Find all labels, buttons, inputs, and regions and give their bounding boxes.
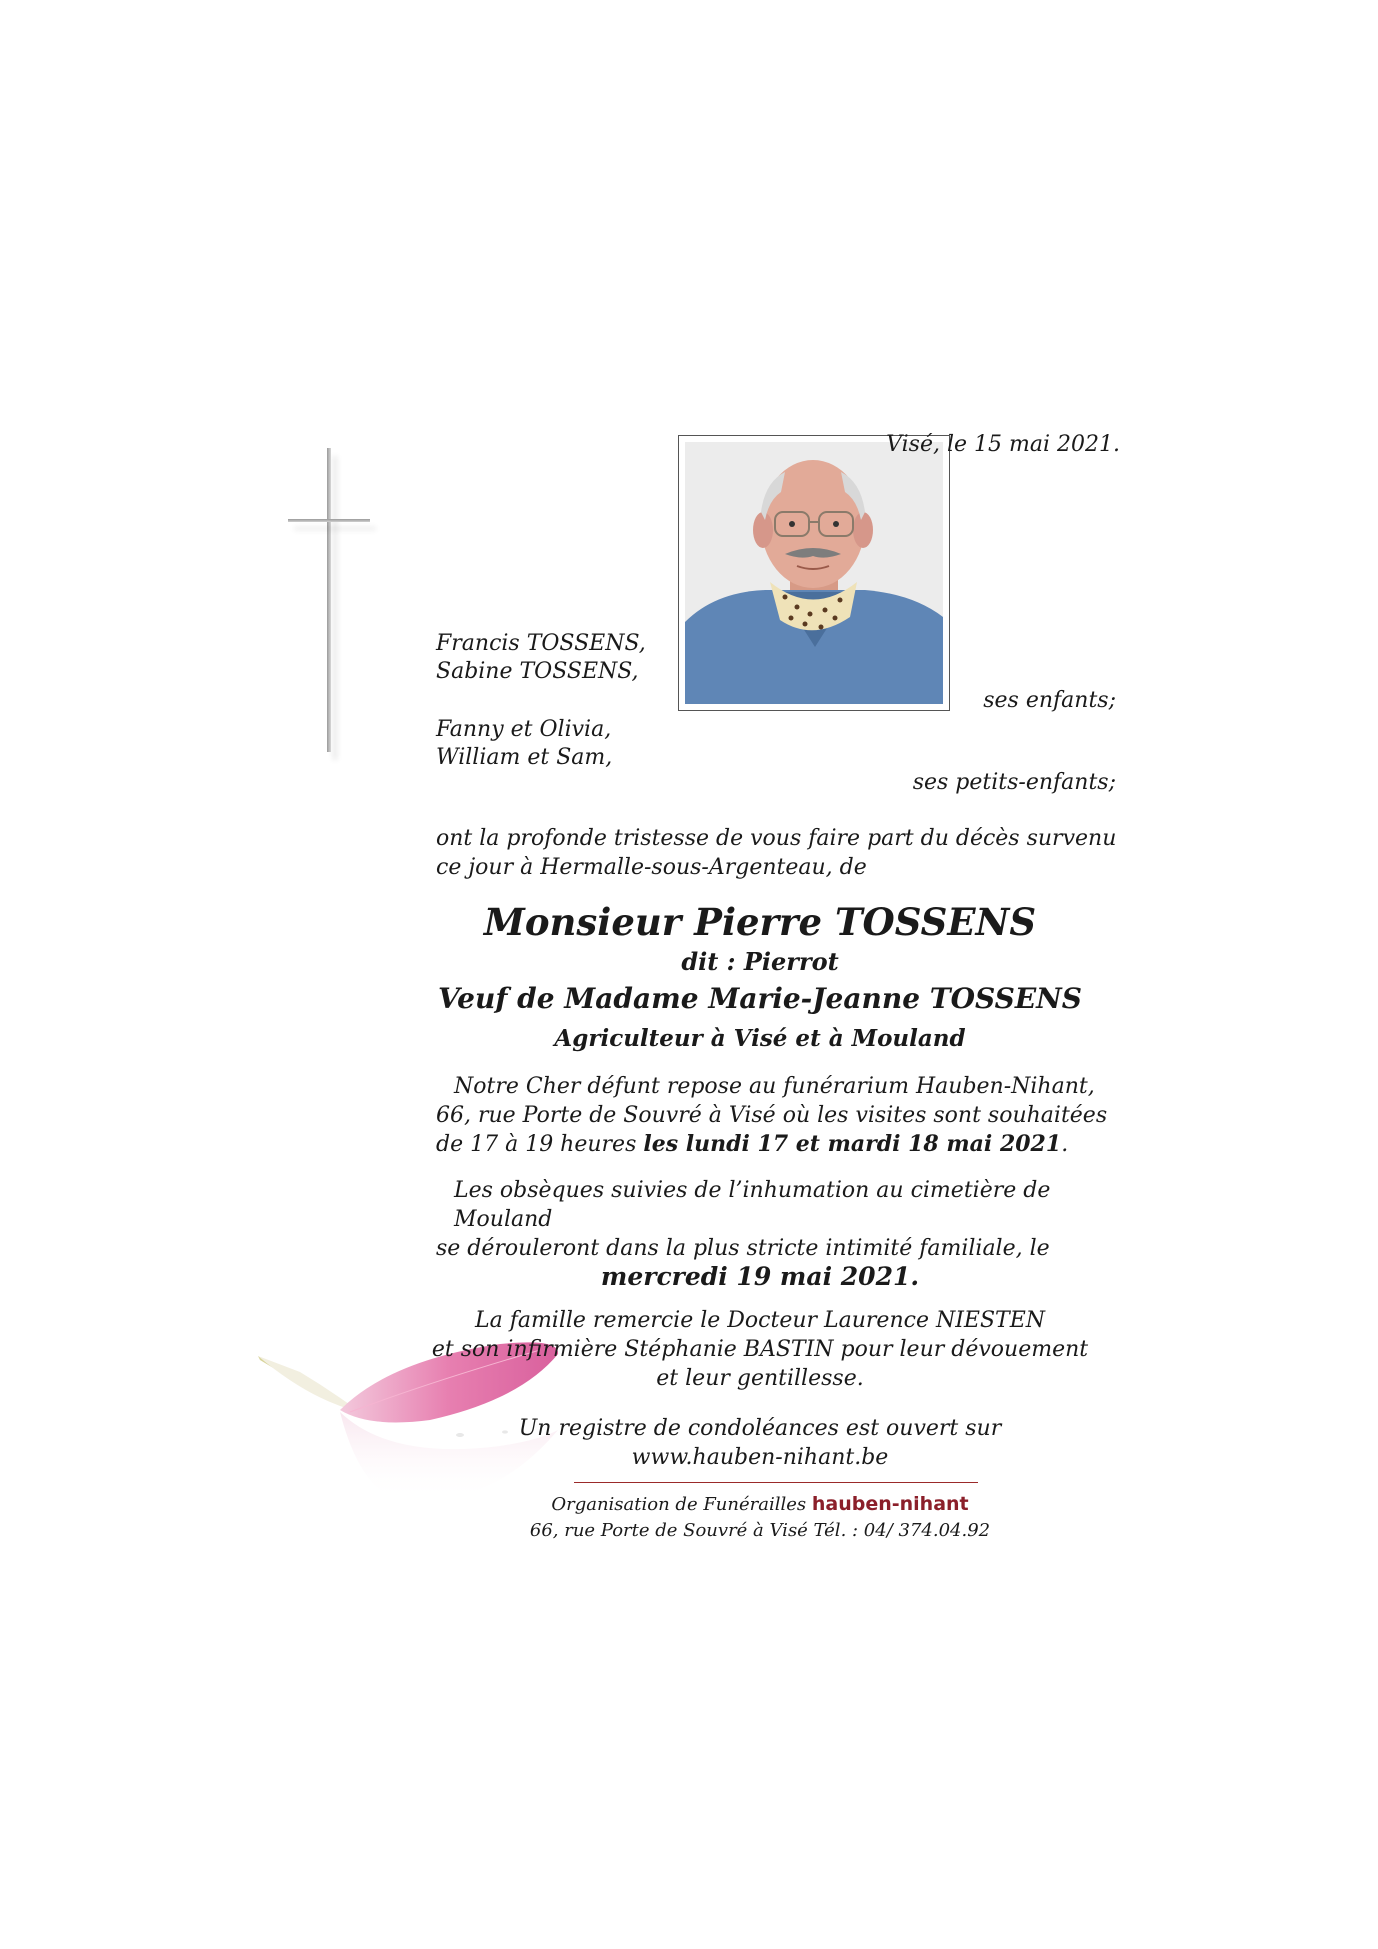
thanks-line: et son infirmière Stéphanie BASTIN pour leur dévouement: [431, 1337, 1089, 1362]
grandchild-name: William et Sam,: [436, 745, 613, 770]
child-name: Sabine TOSSENS,: [436, 659, 639, 684]
child-name: Francis TOSSENS,: [436, 631, 646, 656]
cross-bar: [288, 519, 370, 522]
brand-logo: hauben-nihant: [811, 1493, 969, 1515]
viewing-line: 66, rue Porte de Souvré à Visé où les visites sont souhaitées: [436, 1103, 1108, 1128]
letter-date: Visé, le 15 mai 2021.: [886, 432, 1120, 457]
children-names: [436, 630, 646, 686]
children-label: ses enfants;: [983, 688, 1116, 713]
condolences-line: Un registre de condoléances est ouvert sur: [518, 1416, 1002, 1441]
viewing-period: .: [1061, 1132, 1069, 1157]
footer: [400, 1491, 1120, 1544]
intro-paragraph: [436, 824, 1136, 882]
footer-org-label: Organisation de Funérailles: [551, 1494, 812, 1515]
portrait-illustration: [685, 442, 943, 704]
footer-org-line: [400, 1491, 1120, 1518]
deceased-nickname: dit : Pierrot: [681, 947, 839, 976]
footer-divider: [574, 1482, 978, 1483]
deceased-name: Monsieur Pierre TOSSENS: [483, 900, 1037, 944]
footer-address: 66, rue Porte de Souvré à Visé Tél. : 04/ 374.04.92: [529, 1520, 991, 1541]
funeral-line: se dérouleront dans la plus stricte intimité familiale, le: [436, 1236, 1050, 1261]
funeral-paragraph: [436, 1176, 1136, 1263]
thanks-line: et leur gentillesse.: [656, 1366, 864, 1391]
viewing-dates: les lundi 17 et mardi 18 mai 2021: [643, 1131, 1062, 1157]
viewing-paragraph: [436, 1072, 1136, 1159]
viewing-line-3: [436, 1130, 1136, 1159]
portrait-photo: [678, 435, 950, 711]
intro-line: ce jour à Hermalle-sous-Argenteau, de: [436, 855, 867, 880]
condolences-url[interactable]: www.hauben-nihant.be: [631, 1445, 889, 1470]
thanks-paragraph: [400, 1306, 1120, 1393]
occupation: Agriculteur à Visé et à Mouland: [554, 1025, 966, 1052]
widow-of: Veuf de Madame Marie-Jeanne TOSSENS: [438, 982, 1082, 1015]
grandchildren-label: ses petits-enfants;: [912, 770, 1116, 795]
grandchildren-names: [436, 716, 612, 772]
intro-line: ont la profonde tristesse de vous faire part du décès survenu: [436, 826, 1117, 851]
funeral-date: mercredi 19 mai 2021.: [600, 1262, 920, 1291]
funeral-line: Les obsèques suivies de l’inhumation au cimetière de Mouland: [454, 1178, 1051, 1232]
thanks-line: La famille remercie le Docteur Laurence NIESTEN: [474, 1308, 1046, 1333]
viewing-hours: de 17 à 19 heures: [436, 1132, 644, 1157]
condolences-paragraph: [400, 1414, 1120, 1472]
cross-icon: [327, 448, 331, 752]
viewing-line: Notre Cher défunt repose au funérarium Hauben-Nihant,: [454, 1074, 1095, 1099]
grandchild-name: Fanny et Olivia,: [436, 717, 612, 742]
